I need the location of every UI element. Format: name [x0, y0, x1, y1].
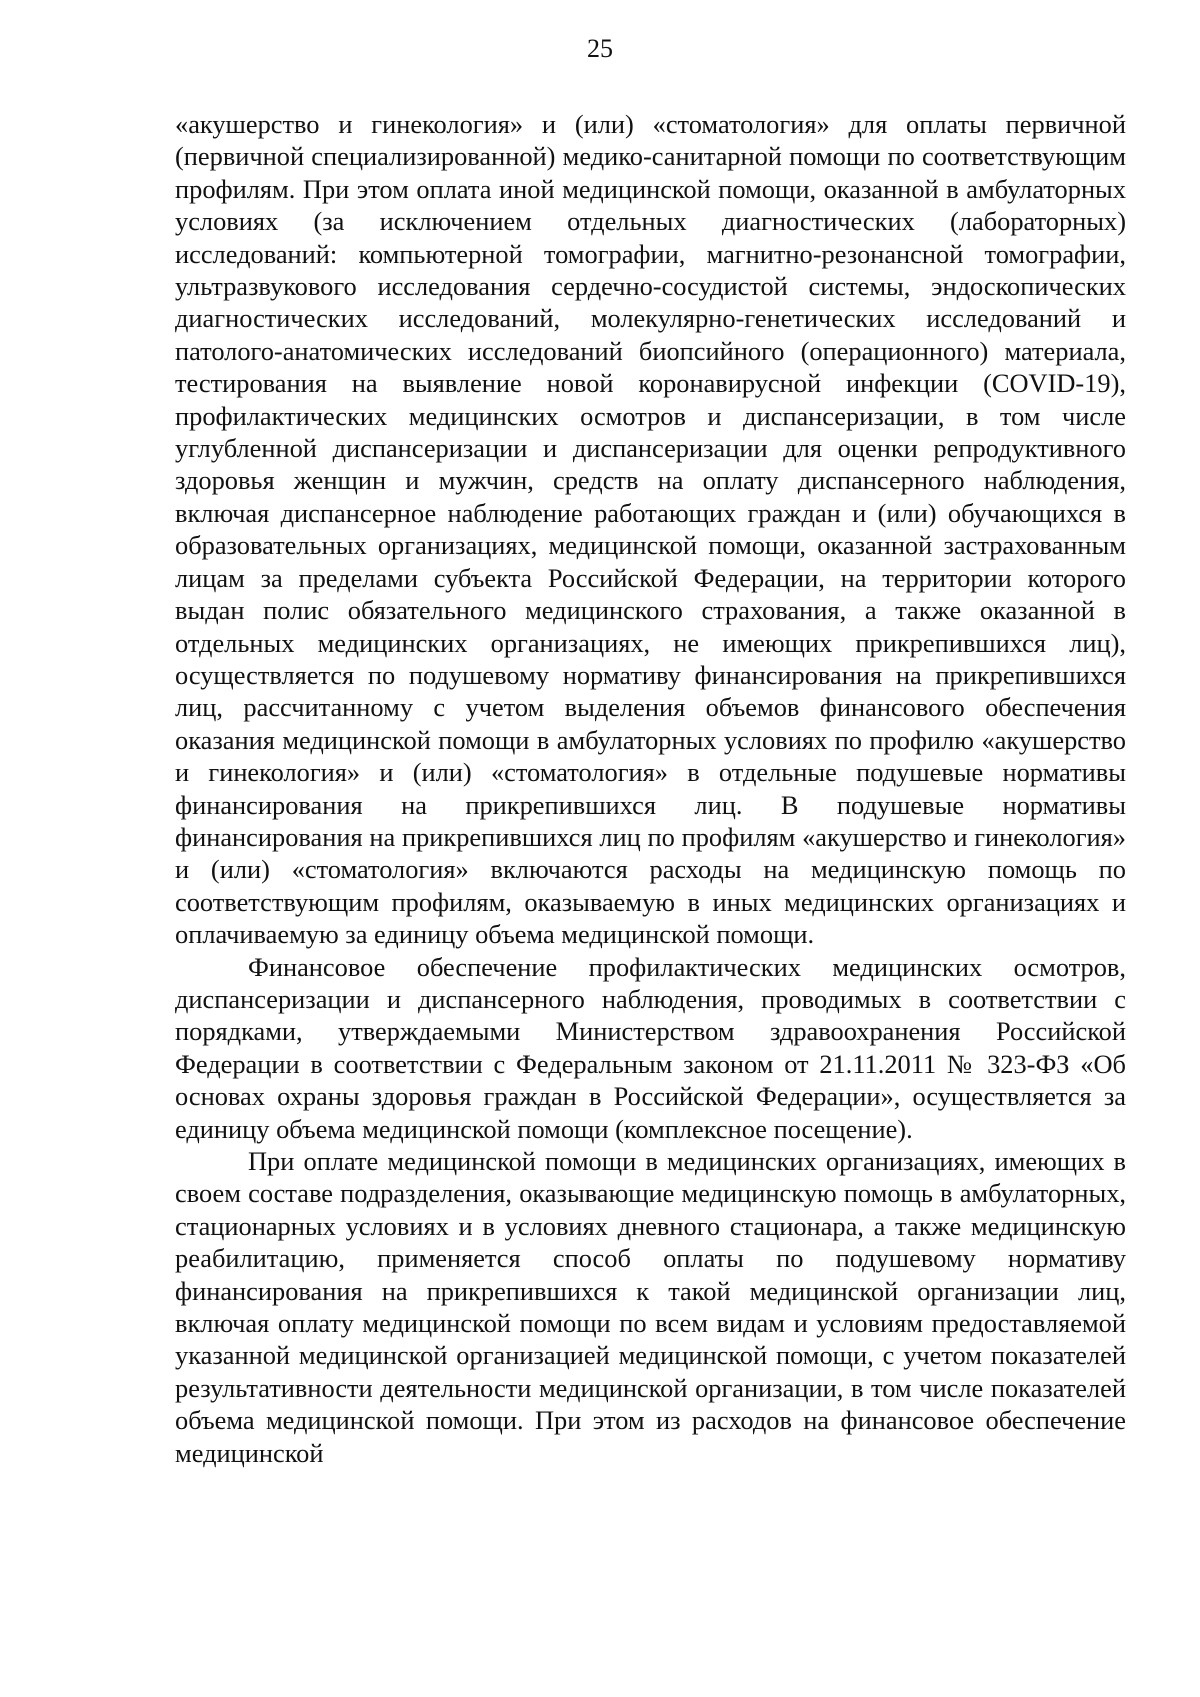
document-body [175, 108, 1126, 1469]
paragraph-continuation: «акушерство и гинекология» и (или) «стоматология» для оплаты первичной (первичной специализированной) медико-санитарной помощи по соответствующим профилям. При этом оплата иной медицинской помощи, оказанной в амбулаторных условиях (за исключением отдельных диагностических (лабораторных) исследований: компьютерной томографии, магнитно-резонансной томографии, ультразвукового исследования сердечно-сосудистой системы, эндоскопических диагностических исследований, молекулярно-генетических исследований и патолого-анатомических исследований биопсийного (операционного) материала, тестирования на выявление новой коронавирусной инфекции (COVID-19), профилактических медицинских осмотров и диспансеризации, в том числе углубленной диспансеризации и диспансеризации для оценки репродуктивного здоровья женщин и мужчин, средств на оплату диспансерного наблюдения, включая диспансерное наблюдение работающих граждан и (или) обучающихся в образовательных организациях, медицинской помощи, оказанной застрахованным лицам за пределами субъекта Российской Федерации, на территории которого выдан полис обязательного медицинского страхования, а также оказанной в отдельных медицинских организациях, не имеющих прикрепившихся лиц), осуществляется по подушевому нормативу финансирования на прикрепившихся лиц, рассчитанному с учетом выделения объемов финансового обеспечения оказания медицинской помощи в амбулаторных условиях по профилю «акушерство и гинекология» и (или) «стоматология» в отдельные подушевые нормативы финансирования на прикрепившихся лиц. В подушевые нормативы финансирования на прикрепившихся лиц по профилям «акушерство и гинекология» и (или) «стоматология» включаются расходы на медицинскую помощь по соответствующим профилям, оказываемую в иных медицинских организациях и оплачиваемую за единицу объема медицинской помощи. [175, 109, 1126, 950]
paragraph-preventive-financing: Финансовое обеспечение профилактических медицинских осмотров, диспансеризации и диспансерного наблюдения, проводимых в соответствии с порядками, утверждаемыми Министерством здравоохранения Российской Федерации в соответствии с Федеральным законом от 21.11.2011 № 323-ФЗ «Об основах охраны здоровья граждан в Российской Федерации», осуществляется за единицу объема медицинской помощи (комплексное посещение). [175, 951, 1126, 1144]
paragraph-per-capita-payment: При оплате медицинской помощи в медицинских организациях, имеющих в своем составе подразделения, оказывающие медицинскую помощь в амбулаторных, стационарных условиях и в условиях дневного стационара, а также медицинскую реабилитацию, применяется способ оплаты по подушевому нормативу финансирования на прикрепившихся к такой медицинской организации лиц, включая оплату медицинской помощи по всем видам и условиям предоставляемой указанной медицинской организацией медицинской помощи, с учетом показателей результативности деятельности медицинской организации, в том числе показателей объема медицинской помощи. При этом из расходов на финансовое обеспечение медицинской [175, 1146, 1126, 1468]
page-number: 25 [587, 34, 613, 63]
